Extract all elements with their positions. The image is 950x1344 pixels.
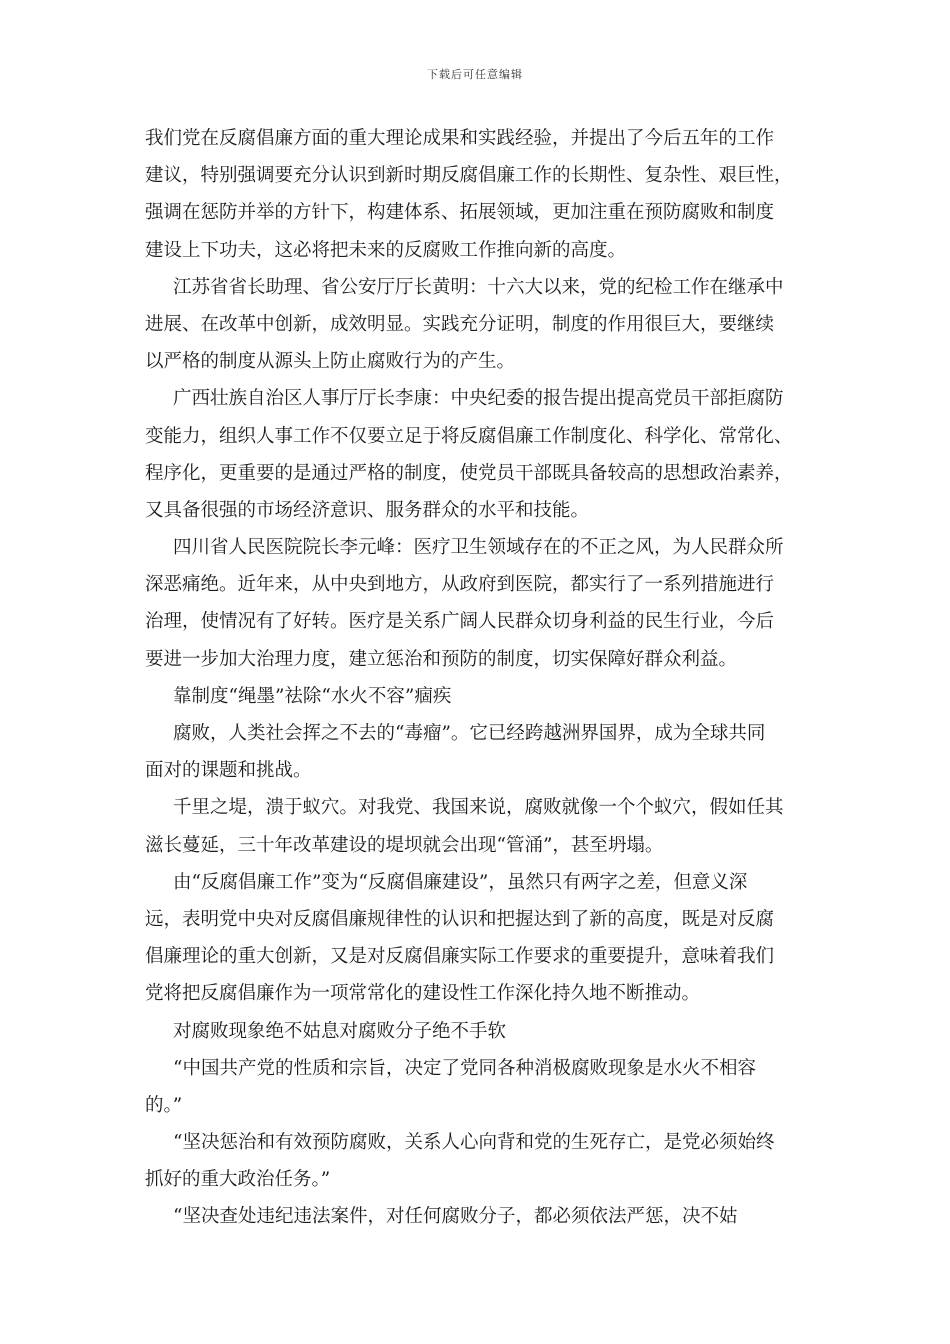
text-line: 进展、在改革中创新，成效明显。实践充分证明，制度的作用很巨大，要继续 xyxy=(145,313,775,335)
text-line: 深恶痛绝。近年来，从中央到地方，从政府到医院，都实行了一系列措施进行 xyxy=(145,574,775,596)
page-header: 下载后可任意编辑 xyxy=(427,68,523,81)
text-line: 治理，使情况有了好转。医疗是关系广阔人民群众切身利益的民生行业，今后 xyxy=(145,611,775,633)
text-line: 四川省人民医院院长李元峰：医疗卫生领域存在的不正之风，为人民群众所 xyxy=(173,537,784,559)
text-line: 变能力，组织人事工作不仅要立足于将反腐倡廉工作制度化、科学化、常常化、 xyxy=(145,425,793,447)
text-line: 建设上下功夫，这必将把未来的反腐败工作推向新的高度。 xyxy=(145,239,627,261)
text-line: 千里之堤，溃于蚁穴。对我党、我国来说，腐败就像一个个蚁穴，假如任其 xyxy=(173,797,784,819)
paragraph xyxy=(145,380,815,529)
text-line: 对腐败现象绝不姑息对腐败分子绝不手软 xyxy=(173,1020,507,1042)
text-line: 远，表明党中央对反腐倡廉规律性的认识和把握达到了新的高度，既是对反腐 xyxy=(145,908,775,930)
section-heading xyxy=(145,678,815,715)
text-line: 广西壮族自治区人事厅厅长李康：中央纪委的报告提出提高党员干部拒腐防 xyxy=(173,388,784,410)
section-heading xyxy=(145,1013,815,1050)
quote-paragraph xyxy=(145,1050,815,1124)
text-line: 程序化，更重要的是通过严格的制度，使党员干部既具备较高的思想政治素养， xyxy=(145,462,793,484)
text-line: 滋长蔓延，三十年改革建设的堤坝就会出现“管涌”，甚至坍塌。 xyxy=(145,834,664,856)
quote-paragraph xyxy=(145,1124,815,1198)
text-line: 靠制度“绳墨”祛除“水火不容”痼疾 xyxy=(173,685,452,707)
text-line: 党将把反腐倡廉作为一项常常化的建设性工作深化持久地不断推动。 xyxy=(145,983,701,1005)
text-line: 江苏省省长助理、省公安厅厅长黄明：十六大以来，党的纪检工作在继承中 xyxy=(173,276,784,298)
paragraph xyxy=(145,715,815,789)
text-line: “坚决查处违纪违法案件，对任何腐败分子，都必须依法严惩，决不姑 xyxy=(173,1206,738,1228)
quote-paragraph xyxy=(145,1198,815,1235)
text-line: 面对的课题和挑战。 xyxy=(145,760,312,782)
text-line: 抓好的重大政治任务。” xyxy=(145,1169,331,1191)
text-line: “中国共产党的性质和宗旨，决定了党同各种消极腐败现象是水火不相容 xyxy=(173,1057,756,1079)
text-line: 由“反腐倡廉工作”变为“反腐倡廉建设”，虽然只有两字之差，但意义深 xyxy=(173,871,748,893)
paragraph xyxy=(145,120,815,269)
text-line: 腐败，人类社会挥之不去的“毒瘤”。它已经跨越洲界国界，成为全球共同 xyxy=(173,723,766,744)
text-line: 又具备很强的市场经济意识、服务群众的水平和技能。 xyxy=(145,499,590,521)
text-line: 以严格的制度从源头上防止腐败行为的产生。 xyxy=(145,351,516,373)
text-line: 我们党在反腐倡廉方面的重大理论成果和实践经验，并提出了今后五年的工作 xyxy=(145,128,775,149)
paragraph xyxy=(145,269,815,381)
paragraph xyxy=(145,789,815,863)
document-body xyxy=(145,120,815,1236)
text-line: 建议，特别强调要充分认识到新时期反腐倡廉工作的长期性、复杂性、艰巨性， xyxy=(145,165,793,187)
paragraph xyxy=(145,529,815,678)
paragraph xyxy=(145,864,815,1013)
text-line: 要进一步加大治理力度，建立惩治和预防的制度，切实保障好群众利益。 xyxy=(145,648,738,670)
text-line: 强调在惩防并举的方针下，构建体系、拓展领域，更加注重在预防腐败和制度 xyxy=(145,202,775,224)
text-line: 的。” xyxy=(145,1094,183,1116)
text-line: 倡廉理论的重大创新，又是对反腐倡廉实际工作要求的重要提升，意味着我们 xyxy=(145,946,775,968)
text-line: “坚决惩治和有效预防腐败，关系人心向背和党的生死存亡，是党必须始终 xyxy=(173,1132,775,1154)
